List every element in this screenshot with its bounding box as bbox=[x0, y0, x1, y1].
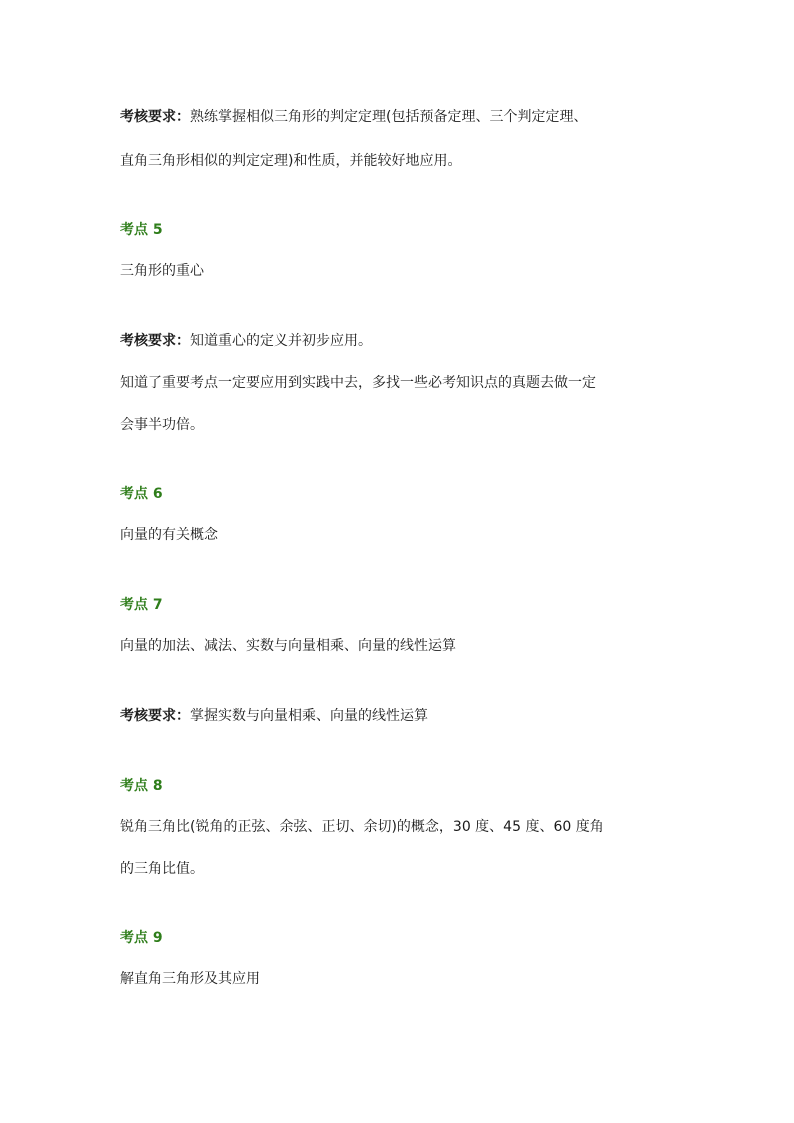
requirement-label: 考核要求： bbox=[120, 708, 190, 724]
requirement-line bbox=[120, 108, 587, 126]
requirement-label: 考核要求： bbox=[120, 333, 190, 349]
point-6-title: 向量的有关概念 bbox=[120, 527, 218, 543]
note-line: 知道了重要考点一定要应用到实践中去，多找一些必考知识点的真题去做一定 bbox=[120, 375, 596, 391]
point-5-heading: 考点 5 bbox=[120, 222, 163, 238]
point-8-title-continuation: 的三角比值。 bbox=[120, 861, 204, 877]
point-9-heading: 考点 9 bbox=[120, 930, 163, 946]
requirement-line bbox=[120, 332, 372, 350]
point-7-heading: 考点 7 bbox=[120, 597, 163, 613]
requirement-label: 考核要求： bbox=[120, 109, 190, 125]
requirement-text: 知道重心的定义并初步应用。 bbox=[190, 333, 372, 349]
point-5-title: 三角形的重心 bbox=[120, 263, 204, 279]
requirement-text: 熟练掌握相似三角形的判定定理(包括预备定理、三个判定定理、 bbox=[190, 109, 588, 125]
requirement-text: 掌握实数与向量相乘、向量的线性运算 bbox=[190, 708, 428, 724]
point-9-title: 解直角三角形及其应用 bbox=[120, 971, 260, 987]
note-line: 会事半功倍。 bbox=[120, 417, 204, 433]
point-6-heading: 考点 6 bbox=[120, 486, 163, 502]
point-8-heading: 考点 8 bbox=[120, 778, 163, 794]
requirement-continuation: 直角三角形相似的判定定理)和性质，并能较好地应用。 bbox=[120, 153, 462, 169]
point-7-title: 向量的加法、减法、实数与向量相乘、向量的线性运算 bbox=[120, 638, 456, 654]
requirement-line bbox=[120, 707, 428, 725]
point-8-title: 锐角三角比(锐角的正弦、余弦、正切、余切)的概念，30 度、45 度、60 度角 bbox=[120, 819, 604, 835]
